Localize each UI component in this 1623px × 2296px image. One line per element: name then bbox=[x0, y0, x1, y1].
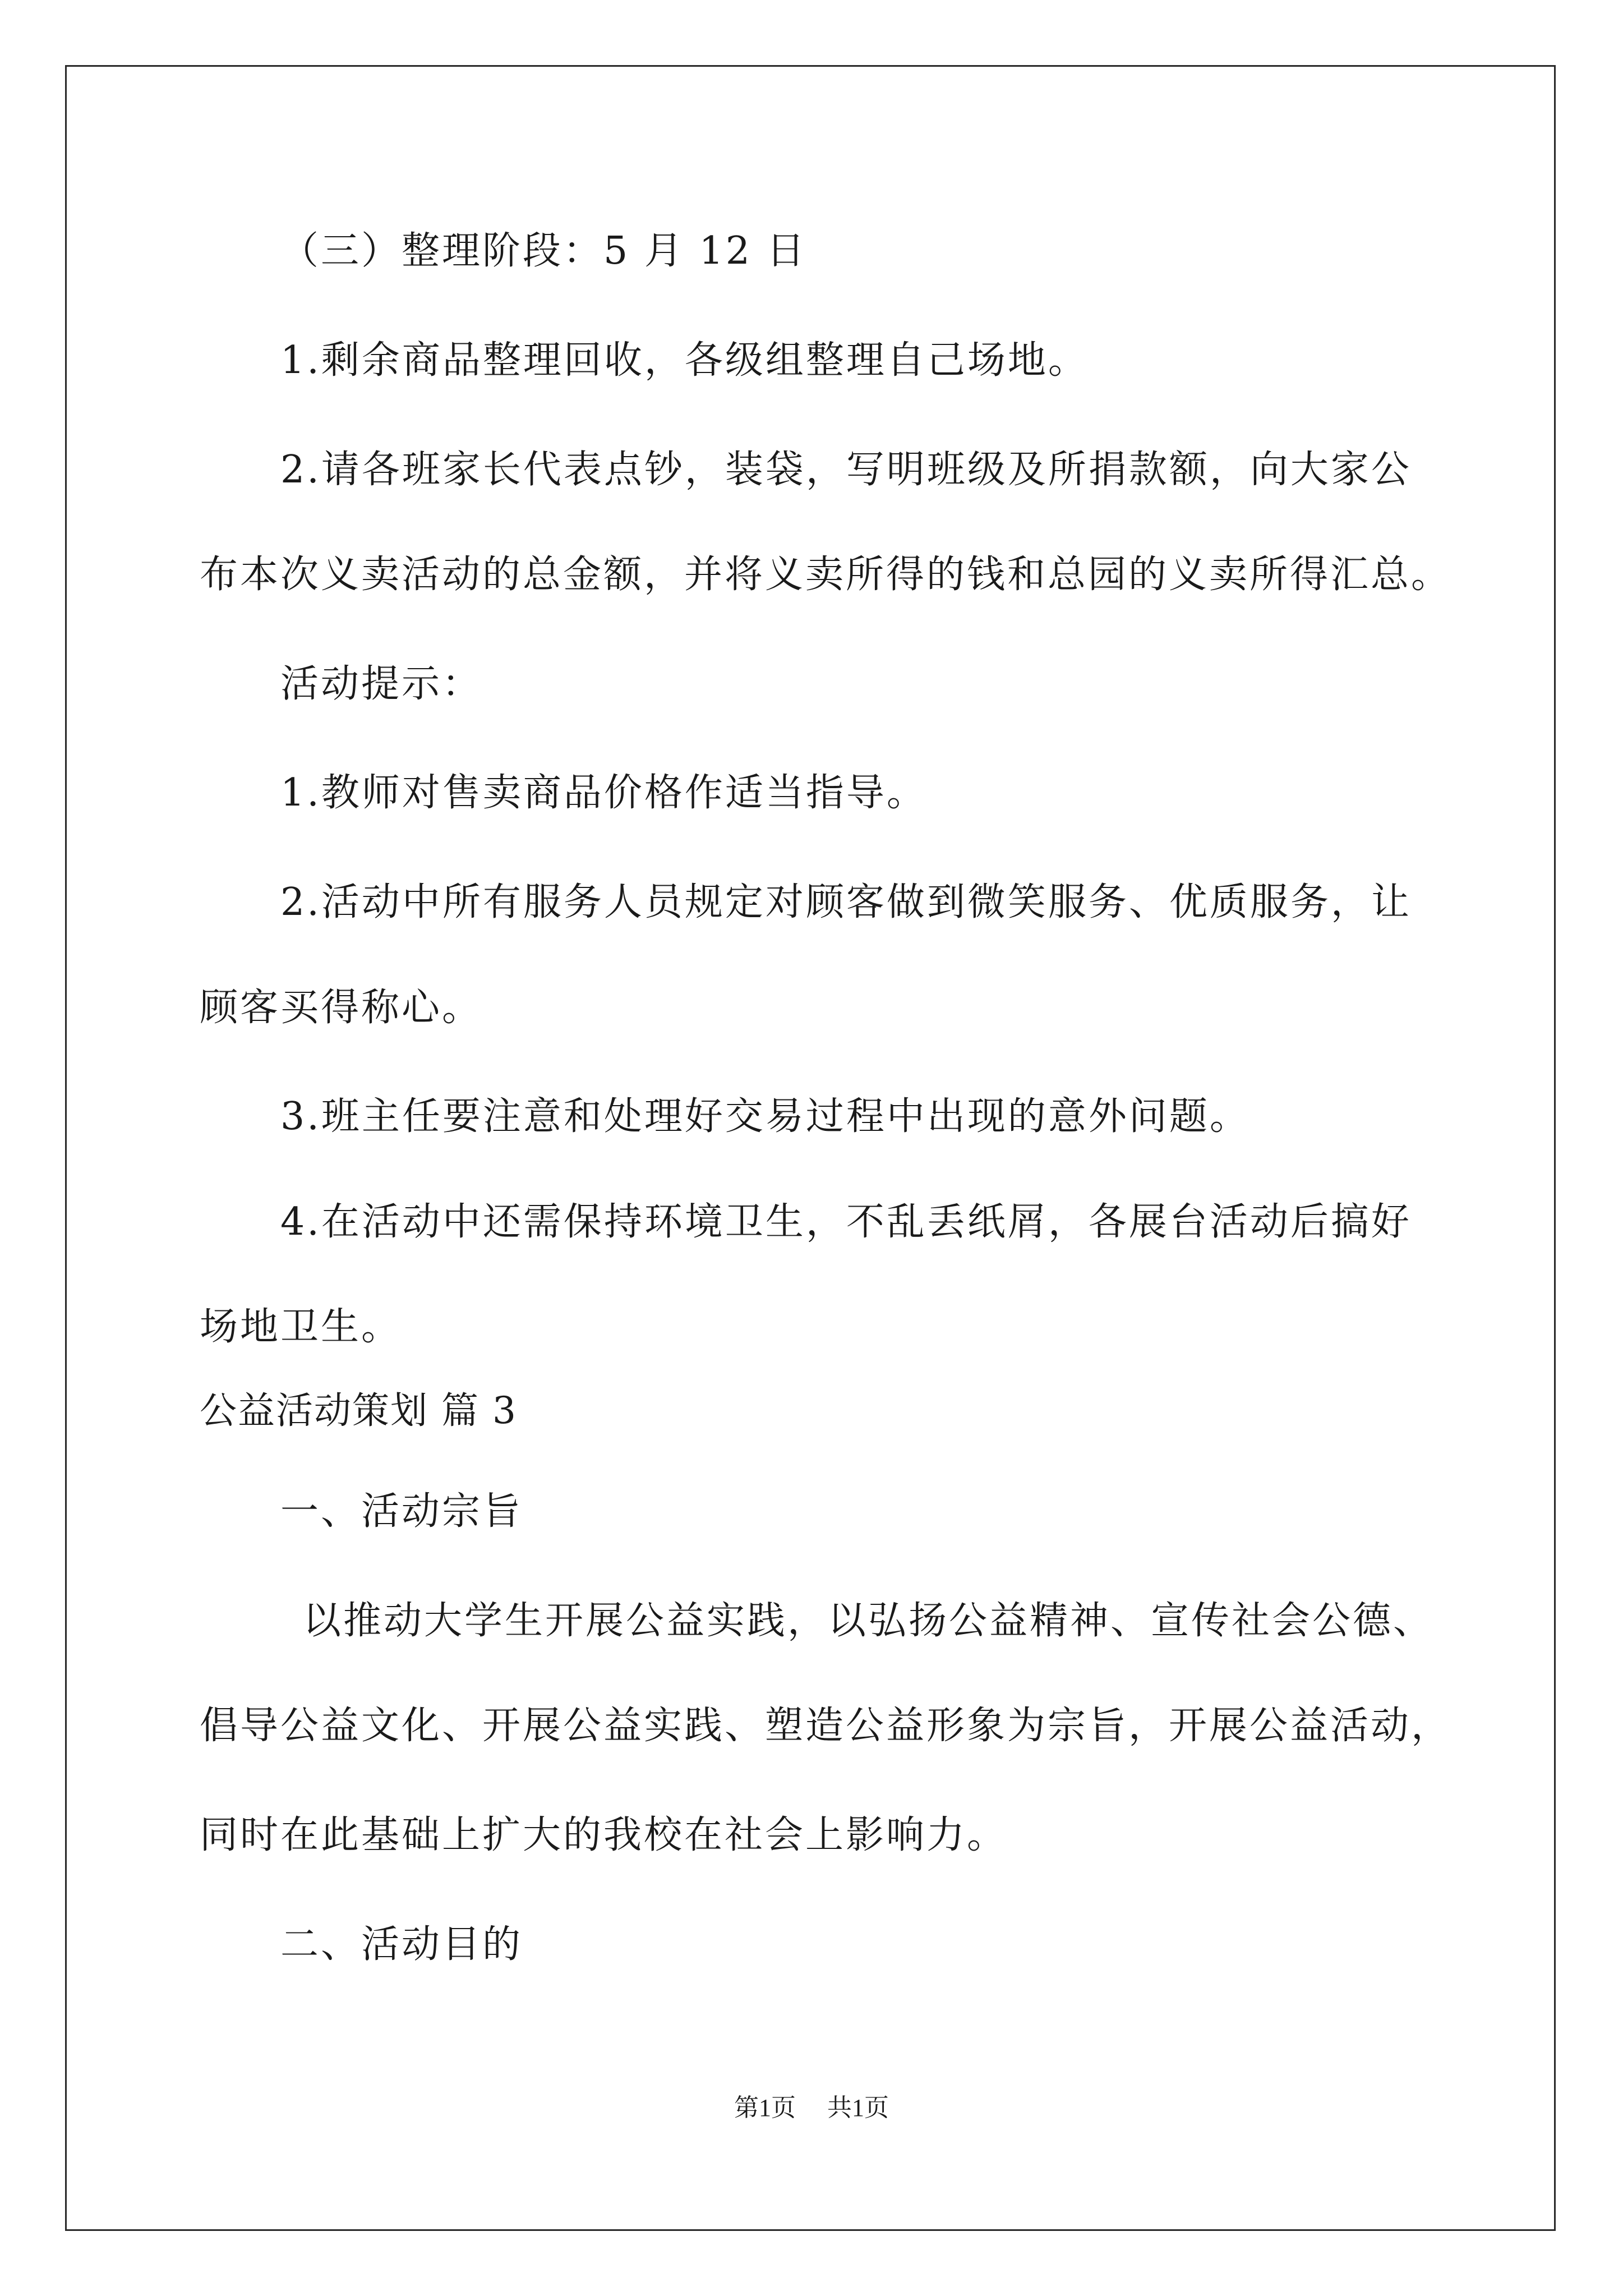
page-footer bbox=[0, 2092, 1623, 2124]
paragraph-line: 1.教师对售卖商品价格作适当指导。 bbox=[280, 771, 927, 815]
paragraph-line: 场地卫生。 bbox=[200, 1305, 402, 1349]
paragraph-line: 倡导公益文化、开展公益实践、塑造公益形象为宗旨，开展公益活动， bbox=[200, 1704, 1452, 1748]
subheading-activity-tips: 活动提示： bbox=[280, 662, 483, 706]
page-number: 第1页 bbox=[734, 2094, 796, 2122]
section-heading-stage-3: （三）整理阶段：5 月 12 日 bbox=[280, 229, 807, 273]
paragraph-line: 2.活动中所有服务人员规定对顾客做到微笑服务、优质服务，让 bbox=[280, 880, 1412, 924]
section-heading-objective: 二、活动目的 bbox=[280, 1922, 523, 1967]
page-border bbox=[65, 65, 1556, 2231]
paragraph-line: 顾客买得称心。 bbox=[200, 986, 483, 1030]
paragraph-line: 4.在活动中还需保持环境卫生，不乱丢纸屑，各展台活动后搞好 bbox=[280, 1200, 1412, 1244]
paragraph-line: 1.剩余商品整理回收，各级组整理自己场地。 bbox=[280, 338, 1089, 383]
paragraph-line: 同时在此基础上扩大的我校在社会上影响力。 bbox=[200, 1813, 1008, 1857]
section-heading-purpose: 一、活动宗旨 bbox=[280, 1489, 523, 1534]
paragraph-line: 布本次义卖活动的总金额，并将义卖所得的钱和总园的义卖所得汇总。 bbox=[200, 553, 1452, 597]
paragraph-line: 以推动大学生开展公益实践，以弘扬公益精神、宣传社会公德、 bbox=[303, 1599, 1434, 1643]
paragraph-line: 2.请各班家长代表点钞，装袋，写明班级及所捐款额，向大家公 bbox=[280, 448, 1412, 492]
article-heading: 公益活动策划 篇 3 bbox=[200, 1389, 517, 1432]
page-total: 共1页 bbox=[827, 2094, 889, 2122]
paragraph-line: 3.班主任要注意和处理好交易过程中出现的意外问题。 bbox=[280, 1094, 1250, 1139]
